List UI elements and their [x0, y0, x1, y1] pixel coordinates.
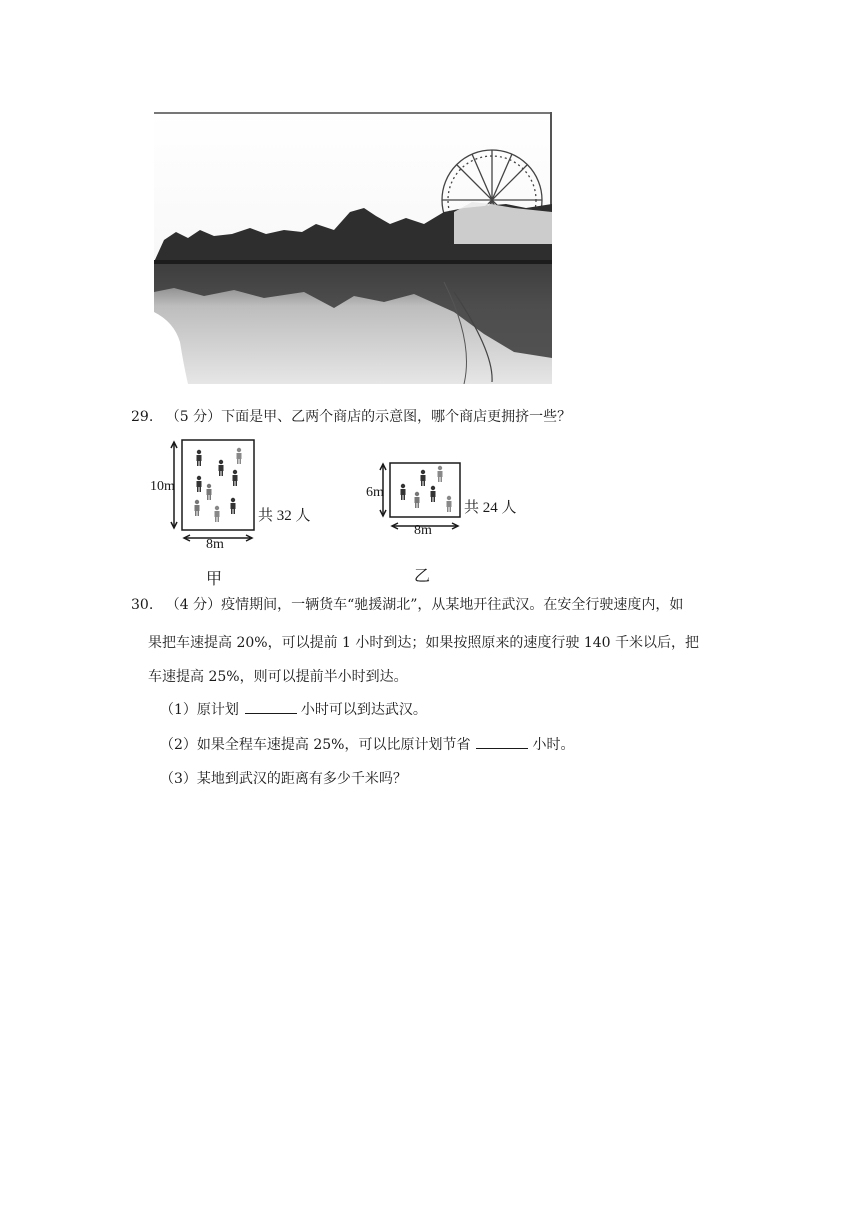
sub-question-1 — [160, 699, 427, 719]
shop-a-label: 甲 — [206, 569, 223, 588]
shop-a-width: 8m — [206, 537, 224, 552]
question-number: 29. — [131, 409, 154, 425]
question-text-line-3: 车速提高 25%，则可以提前半小时到达。 — [148, 669, 408, 685]
question-text-line-2: 果把车速提高 20%，可以提前 1 小时到达；如果按照原来的速度行驶 140 千米以后，把 — [148, 635, 699, 651]
shop-b-height: 6m — [366, 485, 384, 500]
question-29 — [131, 410, 571, 424]
shop-b-label: 乙 — [414, 566, 431, 585]
shop-b-width: 8m — [414, 523, 432, 538]
shop-a-total: 共 32 人 — [258, 508, 311, 524]
sub-question-2-prefix: （2）如果全程车速提高 25%，可以比原计划节省 — [160, 737, 471, 753]
sub-question-1-prefix: （1）原计划 — [160, 702, 239, 718]
question-number: 30. — [131, 597, 154, 613]
sub-question-3: （3）某地到武汉的距离有多少千米吗？ — [160, 771, 407, 787]
sub-question-2-suffix: 小时。 — [532, 737, 575, 753]
lake-photo — [154, 112, 552, 384]
shop-a-height: 10m — [150, 479, 175, 494]
shop-diagram — [140, 430, 540, 590]
sub-question-2 — [160, 734, 574, 754]
question-text-line-1: （4 分）疫情期间，一辆货车“驰援湖北”，从某地开往武汉。在安全行驶速度内，如 — [165, 597, 684, 613]
person-icons — [195, 448, 452, 522]
question-30 — [131, 598, 683, 612]
sub-question-1-suffix: 小时可以到达武汉。 — [300, 702, 427, 718]
answer-blank-2[interactable] — [476, 736, 528, 749]
answer-blank-1[interactable] — [245, 701, 297, 714]
shop-b-total: 共 24 人 — [464, 500, 517, 516]
question-text: （5 分）下面是甲、乙两个商店的示意图，哪个商店更拥挤一些？ — [165, 409, 572, 425]
